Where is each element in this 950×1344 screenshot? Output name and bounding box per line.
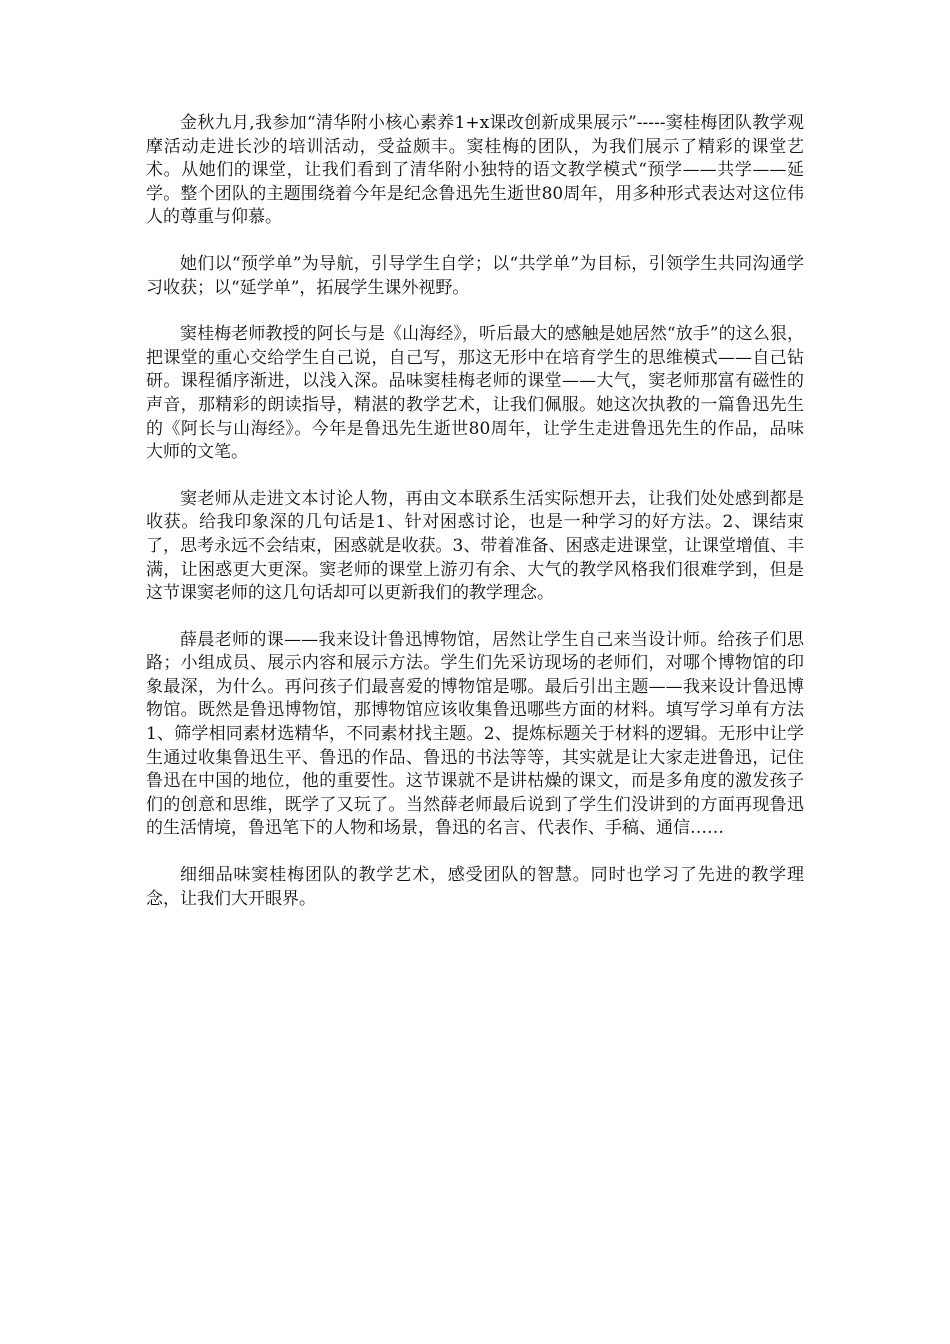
- paragraph-3: 窦桂梅老师教授的阿长与是《山海经》，听后最大的感触是她居然“放手”的这么狠，把课堂的重心交给学生自己说，自己写，那这无形中在培育学生的思维模式——自己钻研。课程循序渐进，以浅入深。品味窦桂梅老师的课堂——大气，窦老师那富有磁性的声音，那精彩的朗读指导，精湛的教学艺术，让我们佩服。她这次执教的一篇鲁迅先生的《阿长与山海经》。今年是鲁迅先生逝世80周年，让学生走进鲁迅先生的作品，品味大师的文笔。: [146, 324, 804, 463]
- paragraph-2: 她们以“预学单”为导航，引导学生自学；以“共学单”为目标，引领学生共同沟通学习收获；以“延学单”，拓展学生课外视野。: [146, 253, 804, 298]
- paragraph-6: 细细品味窦桂梅团队的教学艺术，感受团队的智慧。同时也学习了先进的教学理念，让我们大开眼界。: [146, 865, 804, 909]
- paragraph-5: 薛晨老师的课——我来设计鲁迅博物馆，居然让学生自己来当设计师。给孩子们思路；小组成员、展示内容和展示方法。学生们先采访现场的老师们，对哪个博物馆的印象最深，为什么。再问孩子们最喜爱的博物馆是哪。最后引出主题——我来设计鲁迅博物馆。既然是鲁迅博物馆，那博物馆应该收集鲁迅哪些方面的材料。填写学习单有方法1、筛学相同素材选精华，不同素材找主题。2、提炼标题关于材料的逻辑。无形中让学生通过收集鲁迅生平、鲁迅的作品、鲁迅的书法等等，其实就是让大家走进鲁迅，记住鲁迅在中国的地位，他的重要性。这节课就不是讲枯燥的课文，而是多角度的激发孩子们的创意和思维，既学了又玩了。当然薛老师最后说到了学生们没讲到的方面再现鲁迅的生活情境，鲁迅笔下的人物和场景，鲁迅的名言、代表作、手稿、通信……: [146, 629, 804, 839]
- document-page: [146, 112, 804, 934]
- paragraph-4: 窦老师从走进文本讨论人物，再由文本联系生活实际想开去，让我们处处感到都是收获。给我印象深的几句话是1、针对困惑讨论，也是一种学习的好方法。2、课结束了，思考永远不会结束，困惑就是收获。3、带着准备、困惑走进课堂，让课堂增值、丰满，让困惑更大更深。窦老师的课堂上游刃有余、大气的教学风格我们很难学到，但是这节课窦老师的这几句话却可以更新我们的教学理念。: [146, 488, 804, 604]
- paragraph-1: 金秋九月,我参加“清华附小核心素养1+x课改创新成果展示”-----窦桂梅团队教学观摩活动走进长沙的培训活动，受益颇丰。窦桂梅的团队，为我们展示了精彩的课堂艺术。从她们的课堂，让我们看到了清华附小独特的语文教学模式“预学——共学——延学。整个团队的主题围绕着今年是纪念鲁迅先生逝世80周年，用多种形式表达对这位伟人的尊重与仰慕。: [146, 113, 804, 228]
